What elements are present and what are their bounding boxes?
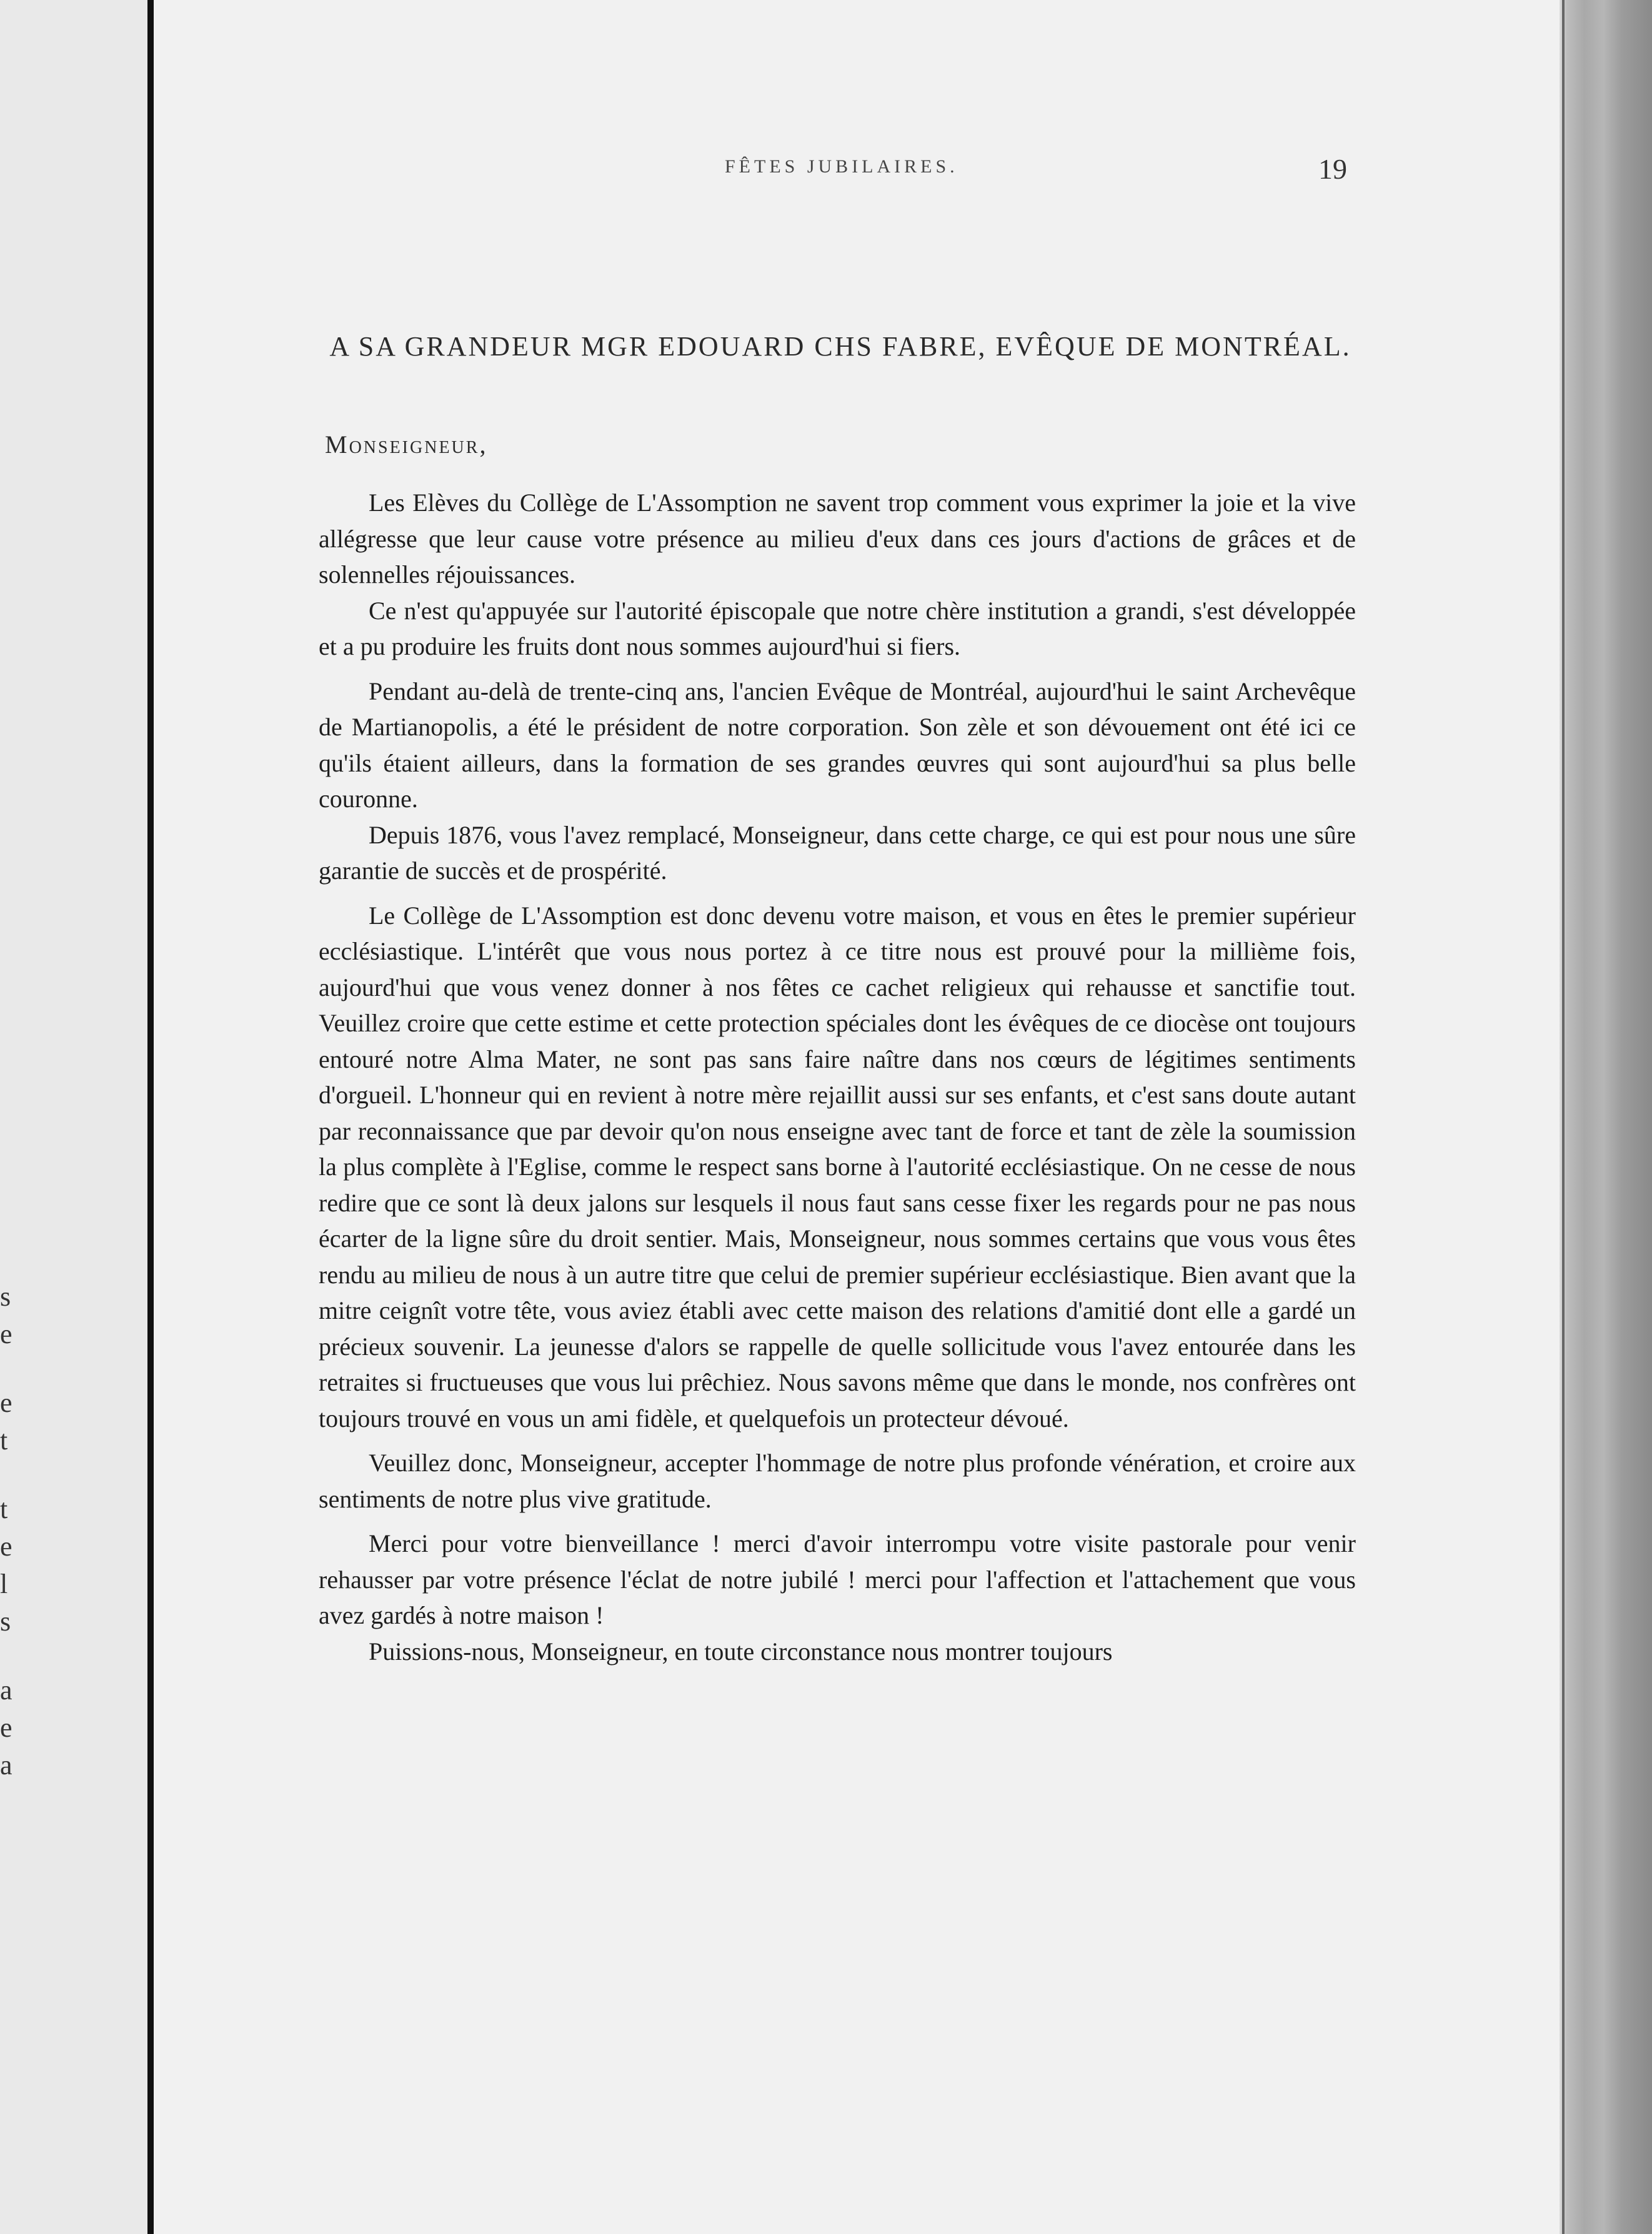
previous-page-margin [0, 0, 147, 2234]
paragraph: Ce n'est qu'appuyée sur l'autorité épiscopale que notre chère institution a grandi, s'est développée et a pu produire les fruits dont nous sommes aujourd'hui si fiers. [319, 596, 1356, 660]
previous-page-fragment: a [0, 1675, 12, 1705]
previous-page-fragment: s [0, 1281, 11, 1312]
previous-page-fragment: e [0, 1712, 12, 1743]
previous-page-fragment: t [0, 1425, 8, 1456]
page-edge-stack [1560, 0, 1652, 2234]
paragraph: Merci pour votre bienveillance ! merci d'avoir interrompu votre visite pastorale pour venir rehausser par votre présence l'éclat de notre jubilé ! merci pour l'affection et l'attachement que vous avez gardés à notre maison ! [319, 1529, 1356, 1629]
page-number: 19 [1318, 153, 1347, 185]
previous-page-fragment: e [0, 1388, 12, 1418]
paragraph: Les Elèves du Collège de L'Assomption ne savent trop comment vous exprimer la joie et la vive allégresse que leur cause votre présence au milieu d'eux dans ces jours d'actions de grâces et de solennelles réjouissances. [319, 489, 1356, 588]
paragraph: Veuillez donc, Monseigneur, accepter l'hommage de notre plus profonde vénération, et croire aux sentiments de notre plus vive gratitude. [319, 1449, 1356, 1513]
paragraph: Puissions-nous, Monseigneur, en toute circonstance nous montrer toujours [369, 1637, 1113, 1666]
paragraph: Le Collège de L'Assomption est donc devenu votre maison, et vous en êtes le premier supérieur ecclésiastique. L'intérêt que vous nous portez à ce titre nous est prouvé pour la millième fois, aujourd'hui que vous venez donner à nos fêtes ce cachet religieux qui rehausse et sanctifie tout. Veuillez croire que cette estime et cette protection spéciales dont les évêques de ce diocèse ont toujours entouré notre Alma Mater, ne sont pas sans faire naître dans nos cœurs de légitimes sentiments d'orgueil. L'honneur qui en revient à notre mère rejaillit aussi sur ses enfants, et c'est sans doute autant par reconnaissance que par devoir qu'on nous enseigne avec tant de force et tant de zèle la soumission la plus complète à l'Eglise, comme le respect sans borne à l'autorité ecclésiastique. On ne cesse de nous redire que ce sont là deux jalons sur lesquels il nous faut sans cesse fixer les regards pour ne pas nous écarter de la ligne sûre du droit sentier. Mais, Monseigneur, nous sommes certains que vous vous êtes rendu au milieu de nous à un autre titre que celui de premier supérieur ecclésiastique. Bien avant que la mitre ceignît votre tête, vous aviez établi avec cette maison des relations d'amitié dont elle a gardé un précieux souvenir. La jeunesse d'alors se rappelle de quelle sollicitude vous l'avez entourée dans les retraites si fructueuses que vous lui prêchiez. Nous savons même que dans le monde, nos confrères ont toujours trouvé en vous un ami fidèle, et quelquefois un protecteur dévoué. [319, 901, 1356, 1432]
previous-page-fragment: a [0, 1750, 12, 1780]
previous-page-fragment: t [0, 1494, 8, 1524]
paragraph: Pendant au-delà de trente-cinq ans, l'ancien Evêque de Montréal, aujourd'hui le saint Archevêque de Martianopolis, a été le président de notre corporation. Son zèle et son dévouement ont été ici ce qu'ils étaient ailleurs, dans la formation de ses grandes œuvres qui sont aujourd'hui sa plus belle couronne. [319, 677, 1356, 813]
running-head: FÊTES JUBILAIRES. [725, 156, 958, 177]
previous-page-fragment: l [0, 1569, 8, 1599]
gutter-shadow [147, 0, 154, 2234]
salutation: Monseigneur, [325, 430, 488, 459]
letter-address: A SA GRANDEUR MGR EDOUARD CHS FABRE, EVÊQUE DE MONTRÉAL. [329, 331, 1351, 362]
paragraph: Depuis 1876, vous l'avez remplacé, Monseigneur, dans cette charge, ce qui est pour nous une sûre garantie de succès et de prospérité. [319, 820, 1356, 885]
letter-body [319, 485, 1356, 1669]
previous-page-fragment: e [0, 1531, 12, 1562]
page-edge-line [1562, 0, 1565, 2234]
previous-page-fragment: s [0, 1606, 11, 1637]
previous-page-fragment: e [0, 1319, 12, 1349]
